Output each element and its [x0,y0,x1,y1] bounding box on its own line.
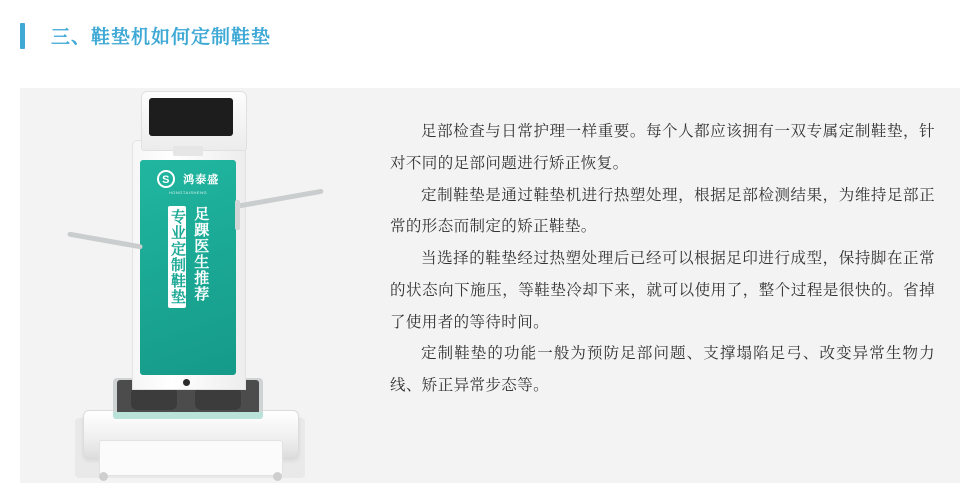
section-heading [20,22,271,49]
poster-slogan-left: 专业定制鞋垫 [168,206,186,308]
brand-name-en: HONGTAISHENG [168,190,208,196]
tray-edge [113,412,263,419]
machine-display-screen [149,98,233,136]
logo-mark-icon: S [157,170,175,188]
paragraph-3: 当选择的鞋垫经过热塑处理后已经可以根据足印进行成型，保持脚在正常的状态向下施压，等鞋垫冷却下来，就可以使用了，整个过程是很快的。省掉了使用者的等待时间。 [390,250,935,331]
content-panel [20,88,960,483]
machine-illustration [55,88,355,483]
paragraph-4: 定制鞋垫的功能一般为预防足部问题、支撑塌陷足弓、改变异常生物力线、矫正异常步态等。 [390,345,935,395]
page-title: 三、鞋垫机如何定制鞋垫 [51,27,272,48]
handrail-right [238,189,324,209]
paragraph-1: 足部检查与日常护理一样重要。每个人都应该拥有一双专属定制鞋垫，针对不同的足部问题进行矫正恢复。 [390,123,935,172]
heading-accent-bar [20,23,25,49]
brand-name: 鸿泰盛 [183,174,220,186]
paragraph-2: 定制鞋垫是通过鞋垫机进行热塑处理，根据足部检测结果，为维持足部正常的形态而制定的矫正鞋垫。 [390,186,935,236]
machine-base-front [99,440,283,476]
machine-poster [140,160,236,375]
poster-slogan [140,206,236,308]
base-foot-right [273,472,282,481]
power-indicator-icon [183,379,190,386]
article-text [390,116,935,402]
machine-neck [173,146,203,156]
poster-slogan-right: 足踝医生推荐 [192,206,210,302]
handrail-post-right [235,200,240,230]
base-foot-left [99,472,108,481]
brand-logo [140,170,236,195]
